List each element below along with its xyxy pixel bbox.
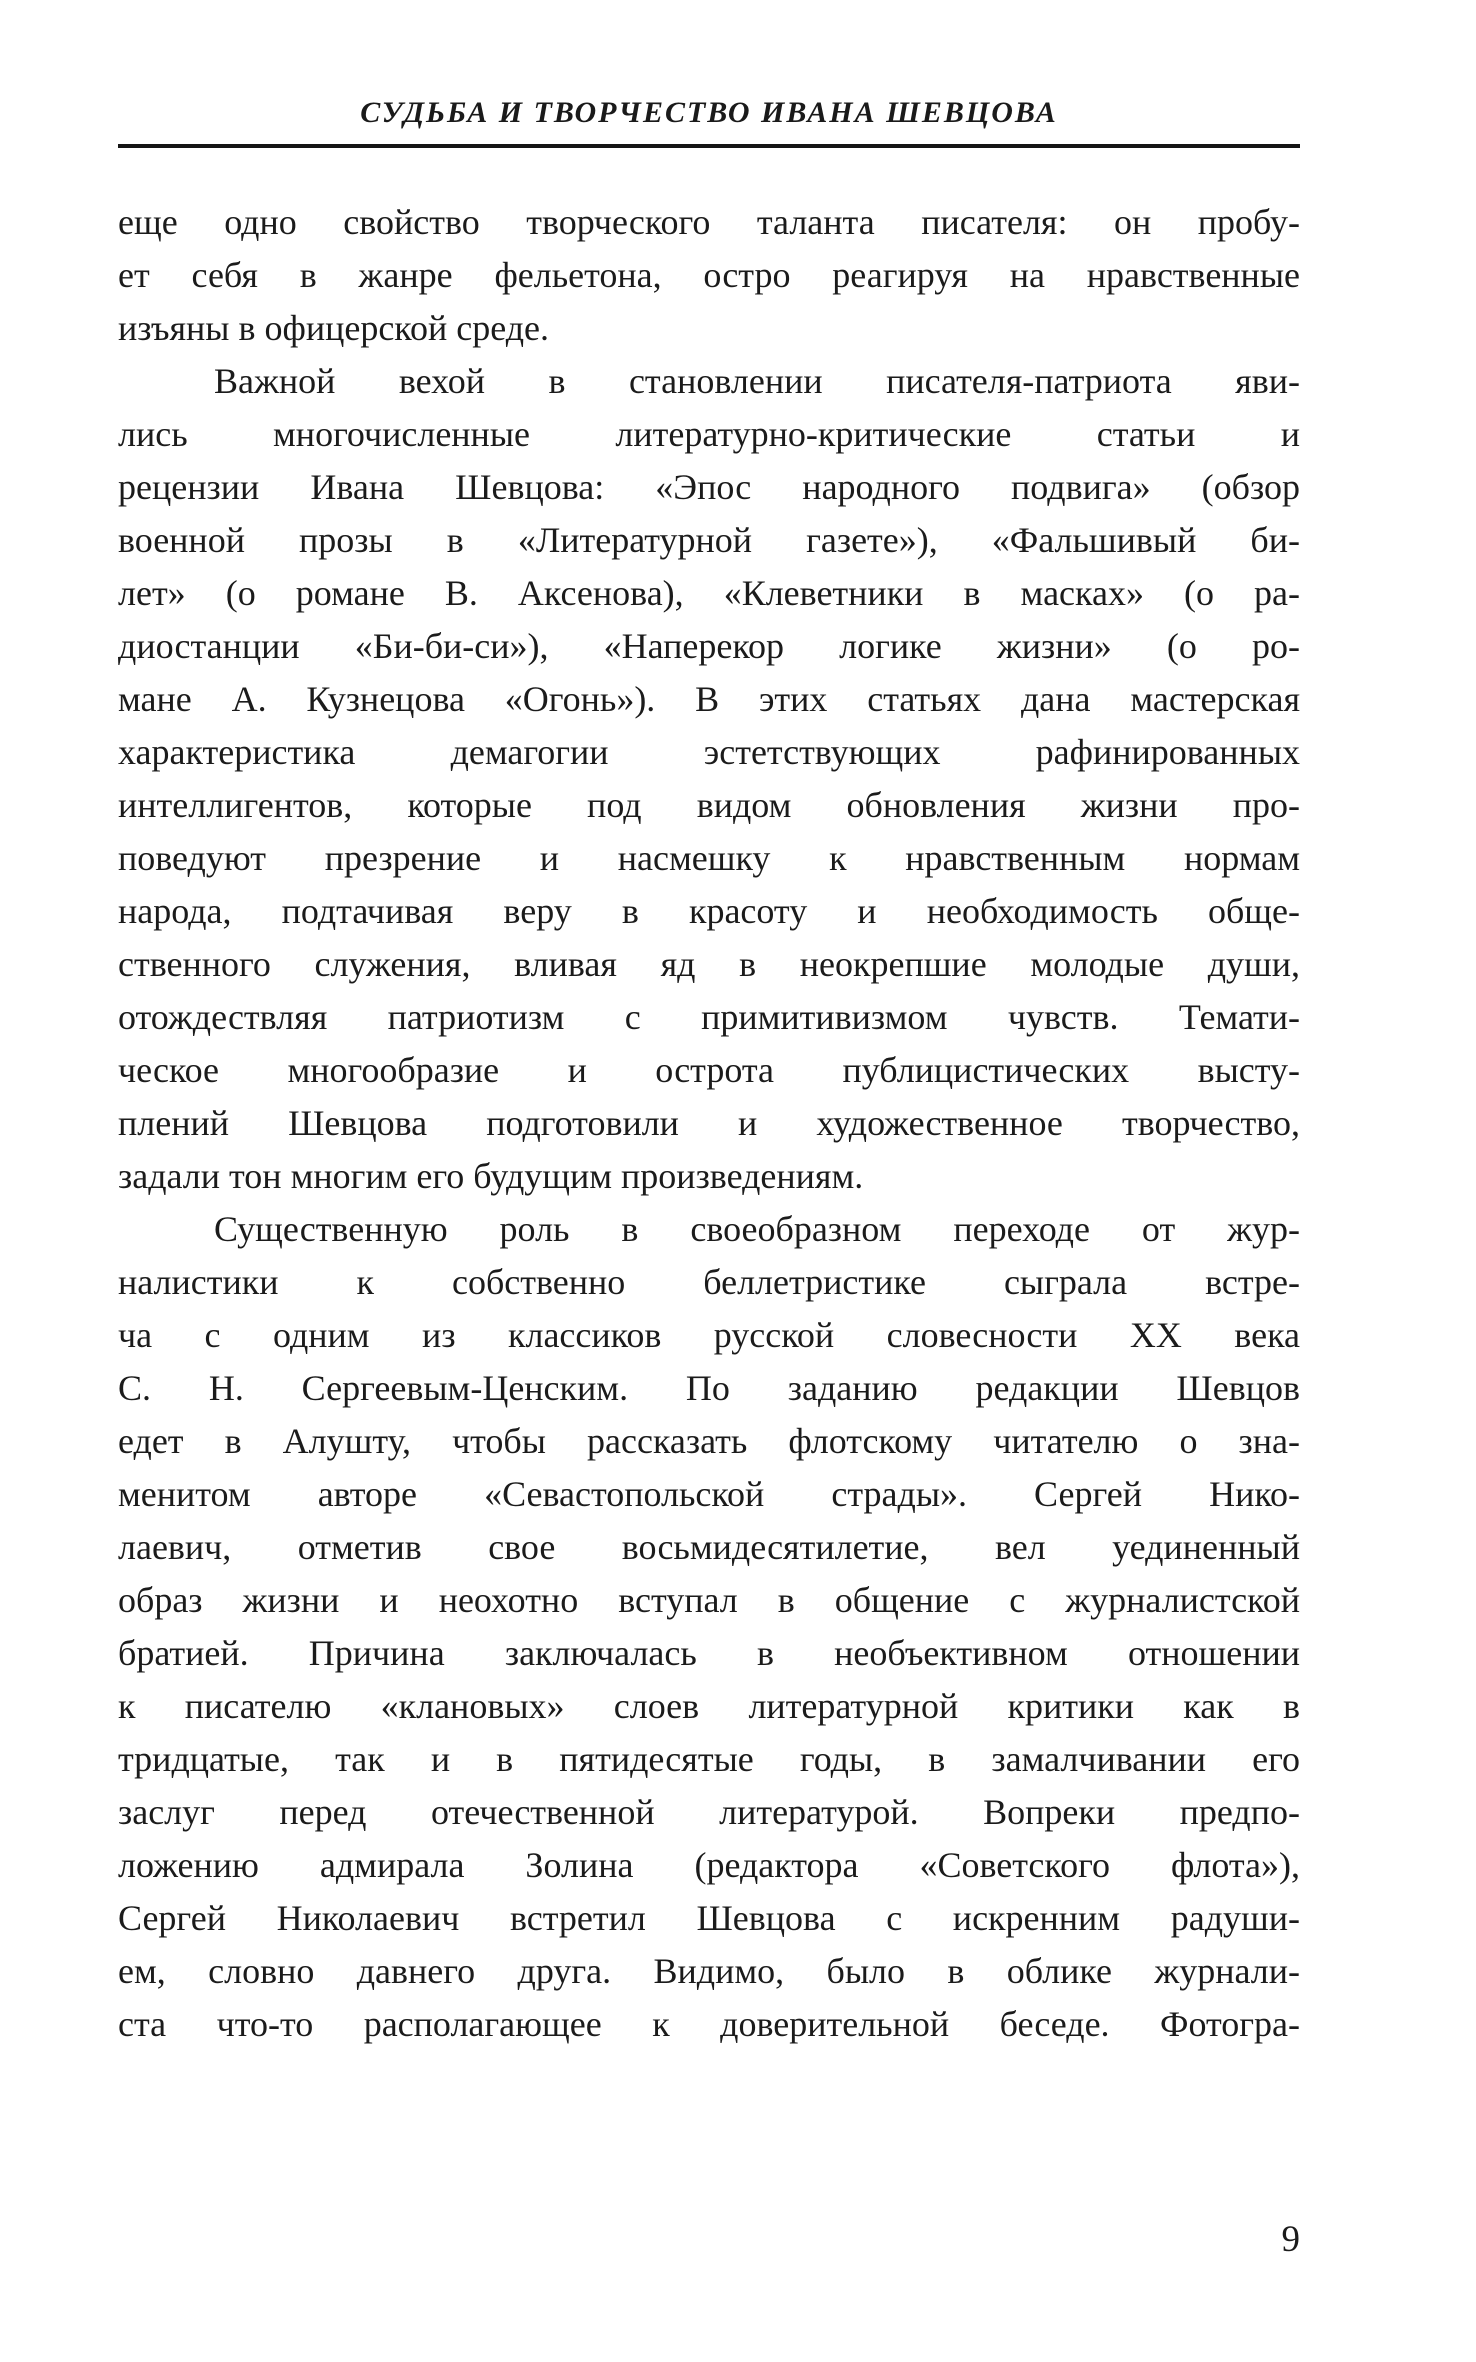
running-header: СУДЬБА И ТВОРЧЕСТВО ИВАНА ШЕВЦОВА: [360, 96, 1058, 129]
text-line: отождествляя патриотизм с примитивизмом чувств. Темати-: [118, 997, 1300, 1037]
text-line: ет себя в жанре фельетона, остро реагируя на нравственные: [118, 255, 1300, 295]
page-number: 9: [1281, 2219, 1300, 2260]
text-line: заслуг перед отечественной литературой. Вопреки предпо-: [118, 1792, 1300, 1832]
text-line: ем, словно давнего друга. Видимо, было в облике журнали-: [118, 1951, 1300, 1991]
text-line: Важной вехой в становлении писателя-патриота яви-: [214, 361, 1300, 401]
text-line: народа, подтачивая веру в красоту и необходимость обще-: [118, 891, 1300, 931]
text-line: плений Шевцова подготовили и художественное творчество,: [118, 1103, 1300, 1143]
text-line: Сергей Николаевич встретил Шевцова с искренним радуши-: [118, 1898, 1300, 1938]
header-rule: [118, 144, 1300, 148]
text-line: братией. Причина заключалась в необъективном отношении: [118, 1633, 1300, 1673]
text-line: лись многочисленные литературно-критические статьи и: [118, 414, 1300, 454]
text-line: образ жизни и неохотно вступал в общение с журналистской: [118, 1580, 1300, 1620]
text-line: еще одно свойство творческого таланта писателя: он пробу-: [118, 202, 1300, 242]
text-line: ческое многообразие и острота публицистических высту-: [118, 1050, 1300, 1090]
text-line: интеллигентов, которые под видом обновления жизни про-: [118, 785, 1300, 825]
text-block: [118, 96, 1300, 2051]
text-line: ственного служения, вливая яд в неокрепшие молодые души,: [118, 944, 1300, 984]
text-line: изъяны в офицерской среде.: [118, 308, 550, 348]
text-line: ста что-то располагающее к доверительной беседе. Фотогра-: [118, 2004, 1300, 2044]
text-line: едет в Алушту, чтобы рассказать флотскому читателю о зна-: [118, 1421, 1300, 1461]
text-line: менитом авторе «Севастопольской страды». Сергей Нико-: [118, 1474, 1300, 1514]
text-line: лет» (о романе В. Аксенова), «Клеветники в масках» (о ра-: [118, 573, 1300, 613]
text-line: задали тон многим его будущим произведениям.: [118, 1156, 864, 1196]
text-line: лаевич, отметив свое восьмидесятилетие, вел уединенный: [118, 1527, 1300, 1567]
text-line: С. Н. Сергеевым-Ценским. По заданию редакции Шевцов: [118, 1368, 1300, 1408]
text-line: поведуют презрение и насмешку к нравственным нормам: [118, 838, 1300, 878]
text-line: Существенную роль в своеобразном переходе от жур-: [214, 1209, 1300, 1249]
text-line: ча с одним из классиков русской словесности XX века: [118, 1315, 1300, 1355]
body-text: [118, 196, 1300, 2051]
text-line: характеристика демагогии эстетствующих рафинированных: [118, 732, 1300, 772]
text-line: ложению адмирала Золина (редактора «Советского флота»),: [118, 1845, 1300, 1885]
text-line: военной прозы в «Литературной газете»), «Фальшивый би-: [118, 520, 1300, 560]
text-line: налистики к собственно беллетристике сыграла встре-: [118, 1262, 1300, 1302]
text-line: рецензии Ивана Шевцова: «Эпос народного подвига» (обзор: [118, 467, 1300, 507]
text-line: диостанции «Би-би-си»), «Наперекор логике жизни» (о ро-: [118, 626, 1300, 666]
text-line: мане А. Кузнецова «Огонь»). В этих статьях дана мастерская: [118, 679, 1300, 719]
text-line: к писателю «клановых» слоев литературной критики как в: [118, 1686, 1300, 1726]
text-line: тридцатые, так и в пятидесятые годы, в замалчивании его: [118, 1739, 1300, 1779]
